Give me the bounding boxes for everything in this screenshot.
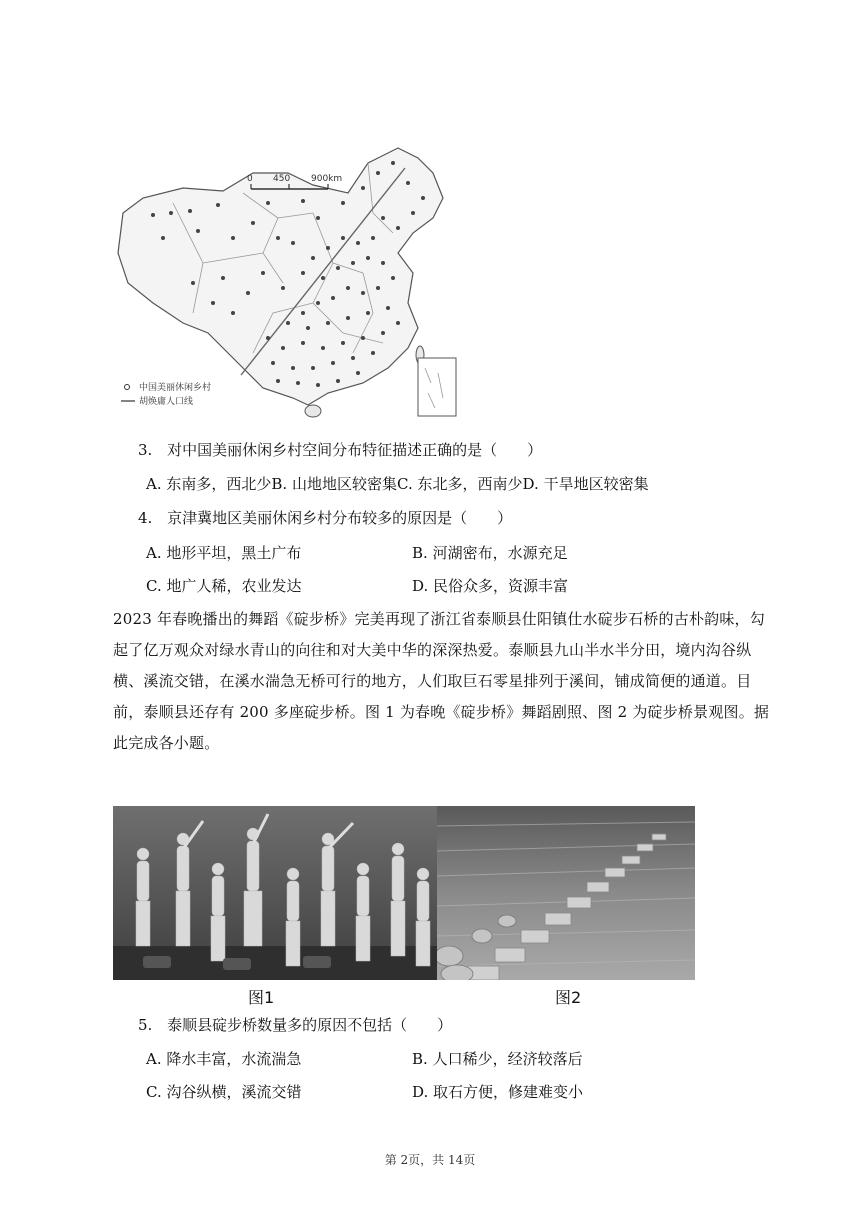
q5-option-c: C. 沟谷纵横，溪流交错 — [146, 1083, 302, 1101]
q5-option-a: A. 降水丰富，水流湍急 — [146, 1050, 302, 1068]
option-a: A. 东南多，西北少 — [146, 475, 272, 493]
option-d: D. 干旱地区较密集 — [522, 475, 649, 493]
passage-line: 横、溪流交错，在溪水湍急无桥可行的地方，人们取巨石零星排列于溪间，铺成简便的通道。目 — [113, 672, 752, 690]
question-number: 3. — [138, 441, 153, 459]
passage-line: 2023 年春晚播出的舞蹈《碇步桥》完美再现了浙江省泰顺县仕阳镇仕水碇步石桥的古朴韵味，勾 — [113, 610, 765, 628]
china-villages-map — [113, 143, 473, 421]
question-stem: 泰顺县碇步桥数量多的原因不包括（ ） — [167, 1016, 453, 1034]
question-number: 4. — [138, 509, 153, 527]
svg-text:900km: 900km — [311, 174, 343, 184]
question-4 — [138, 508, 512, 528]
svg-text:胡焕庸人口线: 胡焕庸人口线 — [139, 397, 194, 407]
figure-1-dance-photo — [113, 806, 437, 980]
svg-text:中国美丽休闲乡村: 中国美丽休闲乡村 — [139, 383, 212, 393]
q4-option-d: D. 民俗众多，资源丰富 — [412, 577, 569, 595]
option-b: B. 山地地区较密集 — [271, 475, 397, 493]
passage-line: 此完成各小题。 — [113, 734, 220, 752]
svg-text:450: 450 — [273, 174, 291, 184]
question-3 — [138, 440, 542, 460]
question-5 — [138, 1015, 452, 1035]
question-stem: 对中国美丽休闲乡村空间分布特征描述正确的是（ ） — [167, 441, 543, 459]
map-legend — [121, 381, 211, 407]
option-c: C. 东北多，西南少 — [397, 475, 523, 493]
figure-2-stepping-stones-photo — [437, 806, 695, 980]
passage-line: 前，泰顺县还存有 200 多座碇步桥。图 1 为春晚《碇步桥》舞蹈剧照、图 2 为碇步桥景观图。据 — [113, 703, 770, 721]
figure-2-caption: 图2 — [555, 988, 582, 1007]
q5-option-b: B. 人口稀少，经济较落后 — [412, 1050, 583, 1068]
question-number: 5. — [138, 1016, 153, 1034]
question-stem: 京津冀地区美丽休闲乡村分布较多的原因是（ ） — [167, 509, 513, 527]
figure-1-caption: 图1 — [248, 988, 275, 1007]
q3-options — [146, 474, 746, 494]
q4-option-b: B. 河湖密布，水源充足 — [412, 544, 568, 562]
passage-line: 起了亿万观众对绿水青山的向往和对大美中华的深深热爱。泰顺县九山半水半分田，境内沟谷纵 — [113, 641, 752, 659]
page-footer: 第 2页，共 14页 — [384, 1153, 476, 1167]
q4-option-c: C. 地广人稀，农业发达 — [146, 577, 302, 595]
reading-passage — [113, 604, 770, 759]
south-china-sea-inset — [418, 358, 456, 416]
q5-option-d: D. 取石方便，修建难变小 — [412, 1083, 584, 1101]
q4-option-a: A. 地形平坦，黑土广布 — [146, 544, 302, 562]
map-graphic — [113, 143, 473, 421]
svg-text:0: 0 — [247, 174, 253, 184]
